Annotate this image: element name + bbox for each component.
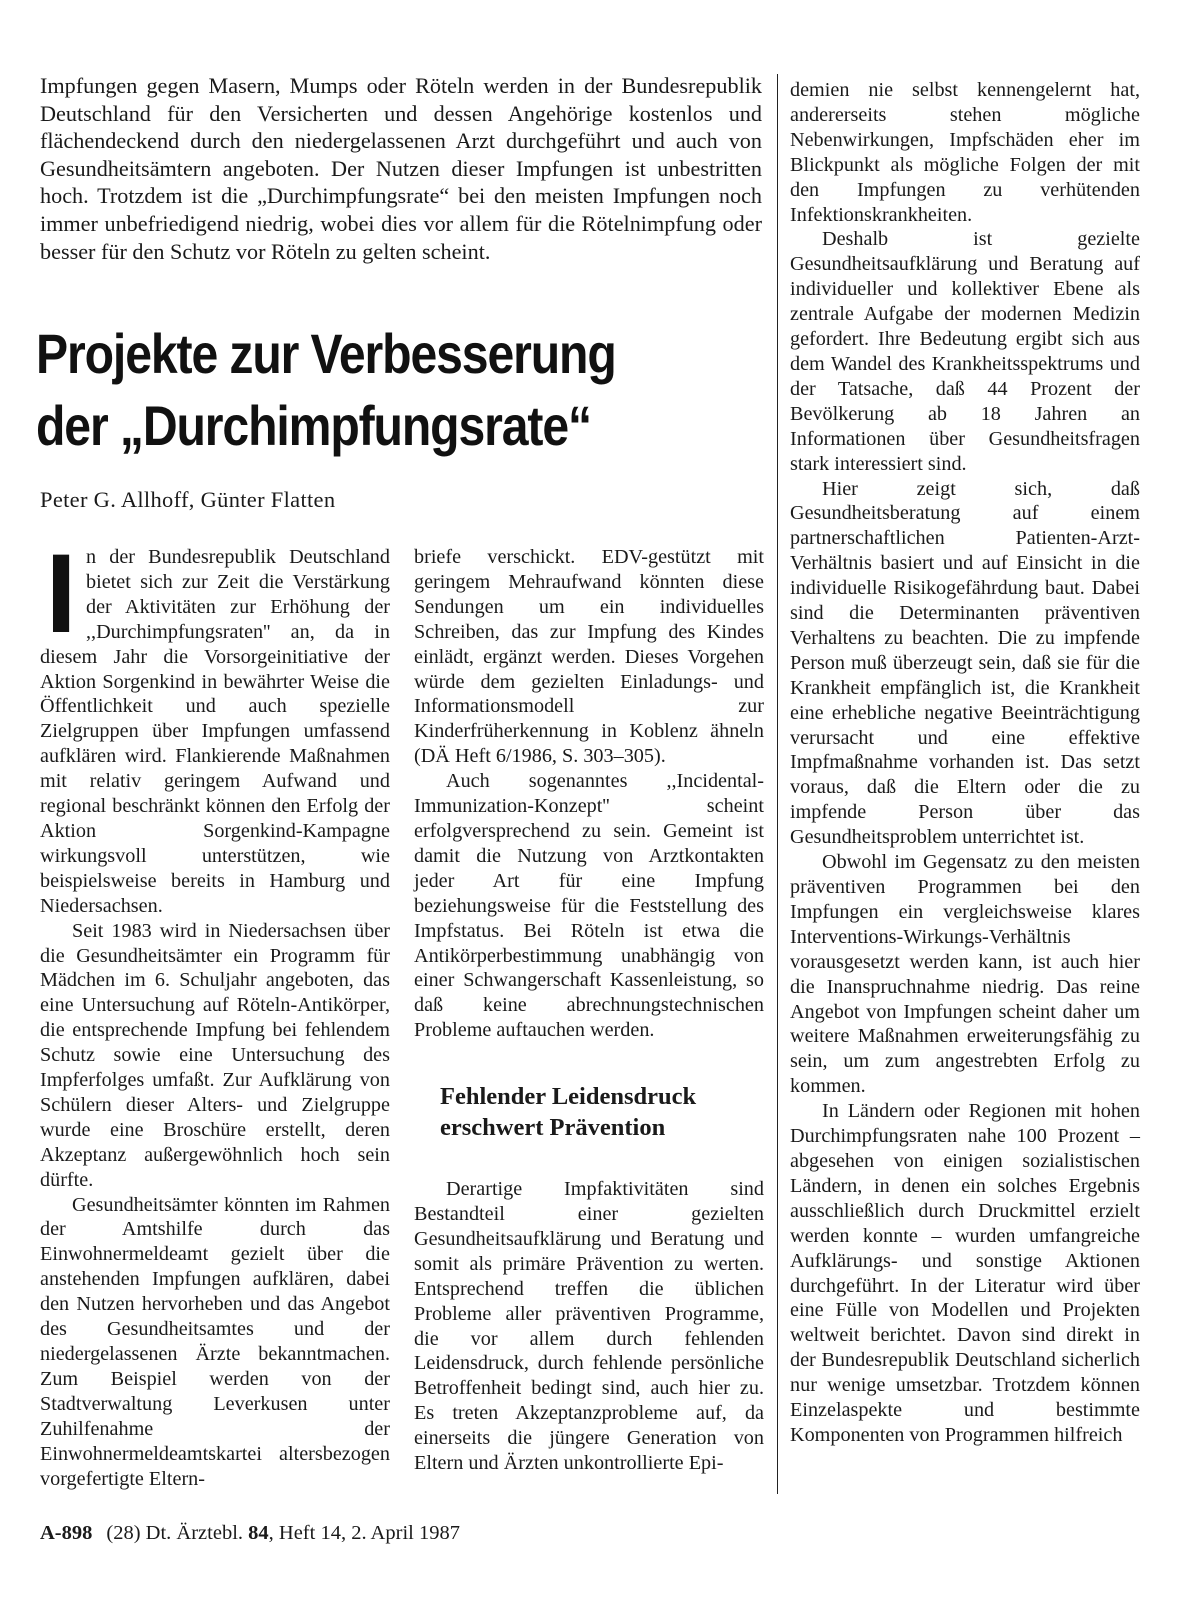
column-divider-right xyxy=(777,74,778,1494)
column-1 xyxy=(40,531,390,1491)
title-line-1: Projekte zur Verbesserung xyxy=(36,322,616,385)
col2-paragraph-1: briefe verschickt. EDV-gestützt mit geringem Mehraufwand könnten diese Sendungen um ein individuelles Schreiben, das zur Impfung des Kindes einlädt, ergänzt werden. Dieses Vorgehen würde dem gezielten Einladungs- und Informationsmodell zur Kinderfrüherkennung in Koblenz ähneln (DÄ Heft 6/1986, S. 303–305). xyxy=(414,546,764,768)
col3-paragraph-2: Deshalb ist gezielte Gesundheitsaufklärung und Beratung auf individueller und kollektiver Ebene als zentrale Aufgabe der modernen Medizin gefordert. Ihre Bedeutung ergibt sich aus dem Wandel des Krankheitsspektrums und der Tatsache, daß 44 Prozent der Bevölkerung ab 18 Jahren an Informationen über Gesundheitsfragen stark interessiert sind. xyxy=(790,228,1140,475)
drop-cap: I xyxy=(45,531,77,656)
lead-paragraph: Impfungen gegen Masern, Mumps oder Röteln werden in der Bundesrepublik Deutschland für den Versicherten und dessen Angehörige kostenlos und flächendeckend durch den niedergelassenen Arzt durchgeführt und auch von Gesundheitsämtern angeboten. Der Nutzen dieser Impfungen ist unbestritten hoch. Trotzdem ist die „Durchimpfungsrate“ bei den meisten Impfungen noch immer unbefriedigend niedrig, wobei dies vor allem für die Rötelnimpfung oder besser für den Schutz vor Röteln zu gelten scheint. xyxy=(40,73,762,264)
footer-volume: 84 xyxy=(248,1522,269,1544)
footer-source-prefix: (28) Dt. Ärztebl. xyxy=(106,1522,244,1544)
page-number: A-898 xyxy=(40,1522,93,1544)
col3-paragraph-3: Hier zeigt sich, daß Gesundheitsberatung auf einem partnerschaftlichen Patienten-Arzt-Verhältnis basiert und auf Einsicht in die individuelle Risikogefährdung baut. Dabei sind die Determinanten präventiven Verhaltens zu beachten. Die zu impfende Person muß überzeugt sein, daß sie für die Krankheit empfänglich ist, die Krankheit eine erhebliche negative Beeinträchtigung verursacht und eine effektive Impfmaßnahme vorhanden ist. Das setzt voraus, daß die Eltern oder die zu impfende Person über das Gesundheitsproblem unterrichtet ist. xyxy=(790,477,1140,849)
col3-paragraph-5: In Ländern oder Regionen mit hohen Durchimpfungsraten nahe 100 Prozent – abgesehen von einigen sozialistischen Ländern, in denen ein solches Ergebnis ausschließlich durch Druckmittel erzielt werden konnte – wurden umfangreiche Aufklärungs- und sonstige Aktionen durchgeführt. In der Literatur wird über eine Fülle von Modellen und Projekten weltweit berichtet. Davon sind direkt in der Bundesrepublik Deutschland sicherlich nur wenige umsetzbar. Trotzdem können Einzelaspekte und bestimmte Komponenten von Programmen hilfreich xyxy=(790,1100,1140,1446)
footer-source-suffix: , Heft 14, 2. April 1987 xyxy=(268,1522,460,1544)
col1-paragraph-1-text: n der Bundesrepublik Deutschland bietet sich zur Zeit die Verstärkung der Aktivitäten zur Erhöhung der ,,Durchimpfungsraten'' an, da in diesem Jahr die Vorsorgeinitiative der Aktion Sorgenkind in bewährter Weise die Öffentlichkeit und auch spezielle Zielgruppen über Impfungen umfassend aufklären wird. Flankierende Maßnahmen mit relativ geringem Aufwand und regional beschränkt können den Erfolg der Aktion Sorgenkind-Kampagne wirkungsvoll unterstützen, wie beispielsweise bereits in Hamburg und Niedersachsen. xyxy=(40,546,390,917)
column-2 xyxy=(414,545,764,1476)
article-authors: Peter G. Allhoff, Günter Flatten xyxy=(40,487,336,512)
col3-paragraph-4: Obwohl im Gegensatz zu den meisten präventiven Programmen bei den Impfungen ein vergleichsweise klares Interventions-Wirkungs-Verhältnis vorausgesetzt werden kann, ist auch hier die Inanspruchnahme niedrig. Das reine Angebot von Impfungen scheint daher um weitere Maßnahmen erweiterungsfähig zu sein, um zum angestrebten Erfolg zu kommen. xyxy=(790,851,1140,1098)
article-title xyxy=(36,318,669,462)
col2-paragraph-3: Derartige Impfaktivitäten sind Bestandteil einer gezielten Gesundheitsaufklärung und Beratung und somit als primäre Prävention zu werten. Entsprechend treffen die üblichen Probleme aller präventiven Programme, die vor allem durch fehlenden Leidensdruck, durch fehlende persönliche Betroffenheit bedingt sind, auch hier zu. Es treten Akzeptanzprobleme auf, da einerseits die jüngere Generation von Eltern und Ärzten unkontrollierte Epi- xyxy=(414,1178,764,1475)
title-line-2: der „Durchimpfungsrate“ xyxy=(36,394,591,457)
column-3 xyxy=(790,78,1140,1448)
page-footer xyxy=(40,1522,460,1545)
col1-paragraph-1 xyxy=(40,531,390,919)
section-subheading xyxy=(440,1081,764,1143)
col1-paragraph-2: Seit 1983 wird in Niedersachsen über die Gesundheitsämter ein Programm für Mädchen im 6. Schuljahr angeboten, das eine Untersuchung auf Röteln-Antikörper, die entsprechende Impfung bei fehlendem Schutz sowie eine Untersuchung des Impferfolges umfaßt. Zur Aufklärung von Schülern dieser Alters- und Zielgruppe wurde eine Broschüre erstellt, deren Akzeptanz außergewöhnlich hoch sein dürfte. xyxy=(40,919,390,1191)
col2-paragraph-2: Auch sogenanntes ,,Incidental-Immunization-Konzept'' scheint erfolgversprechend zu sein. Gemeint ist damit die Nutzung von Arztkontakten jeder Art für eine Impfung beziehungsweise für die Feststellung des Impfstatus. Bei Röteln ist etwa die Antikörperbestimmung unabhängig von einer Schwangerschaft Kassenleistung, so daß keine abrechnungstechnischen Probleme auftauchen werden. xyxy=(414,770,764,1042)
col3-paragraph-1: demien nie selbst kennengelernt hat, andererseits stehen mögliche Nebenwirkungen, Impfschäden eher im Blickpunkt als mögliche Folgen der mit den Impfungen zu verhütenden Infektionskrankheiten. xyxy=(790,79,1140,226)
subheading-line-1: Fehlender Leidensdruck xyxy=(440,1083,697,1111)
subheading-line-2: erschwert Prävention xyxy=(440,1114,666,1142)
col1-paragraph-3: Gesundheitsämter könnten im Rahmen der Amtshilfe durch das Einwohnermeldeamt gezielt über die anstehenden Impfungen aufklären, dabei den Nutzen hervorheben und das Angebot des Gesundheitsamtes und der niedergelassenen Ärzte bekanntmachen. Zum Beispiel werden von der Stadtverwaltung Leverkusen unter Zuhilfenahme der Einwohnermeldeamtskartei altersbezogen vorgefertigte Eltern- xyxy=(40,1193,390,1490)
